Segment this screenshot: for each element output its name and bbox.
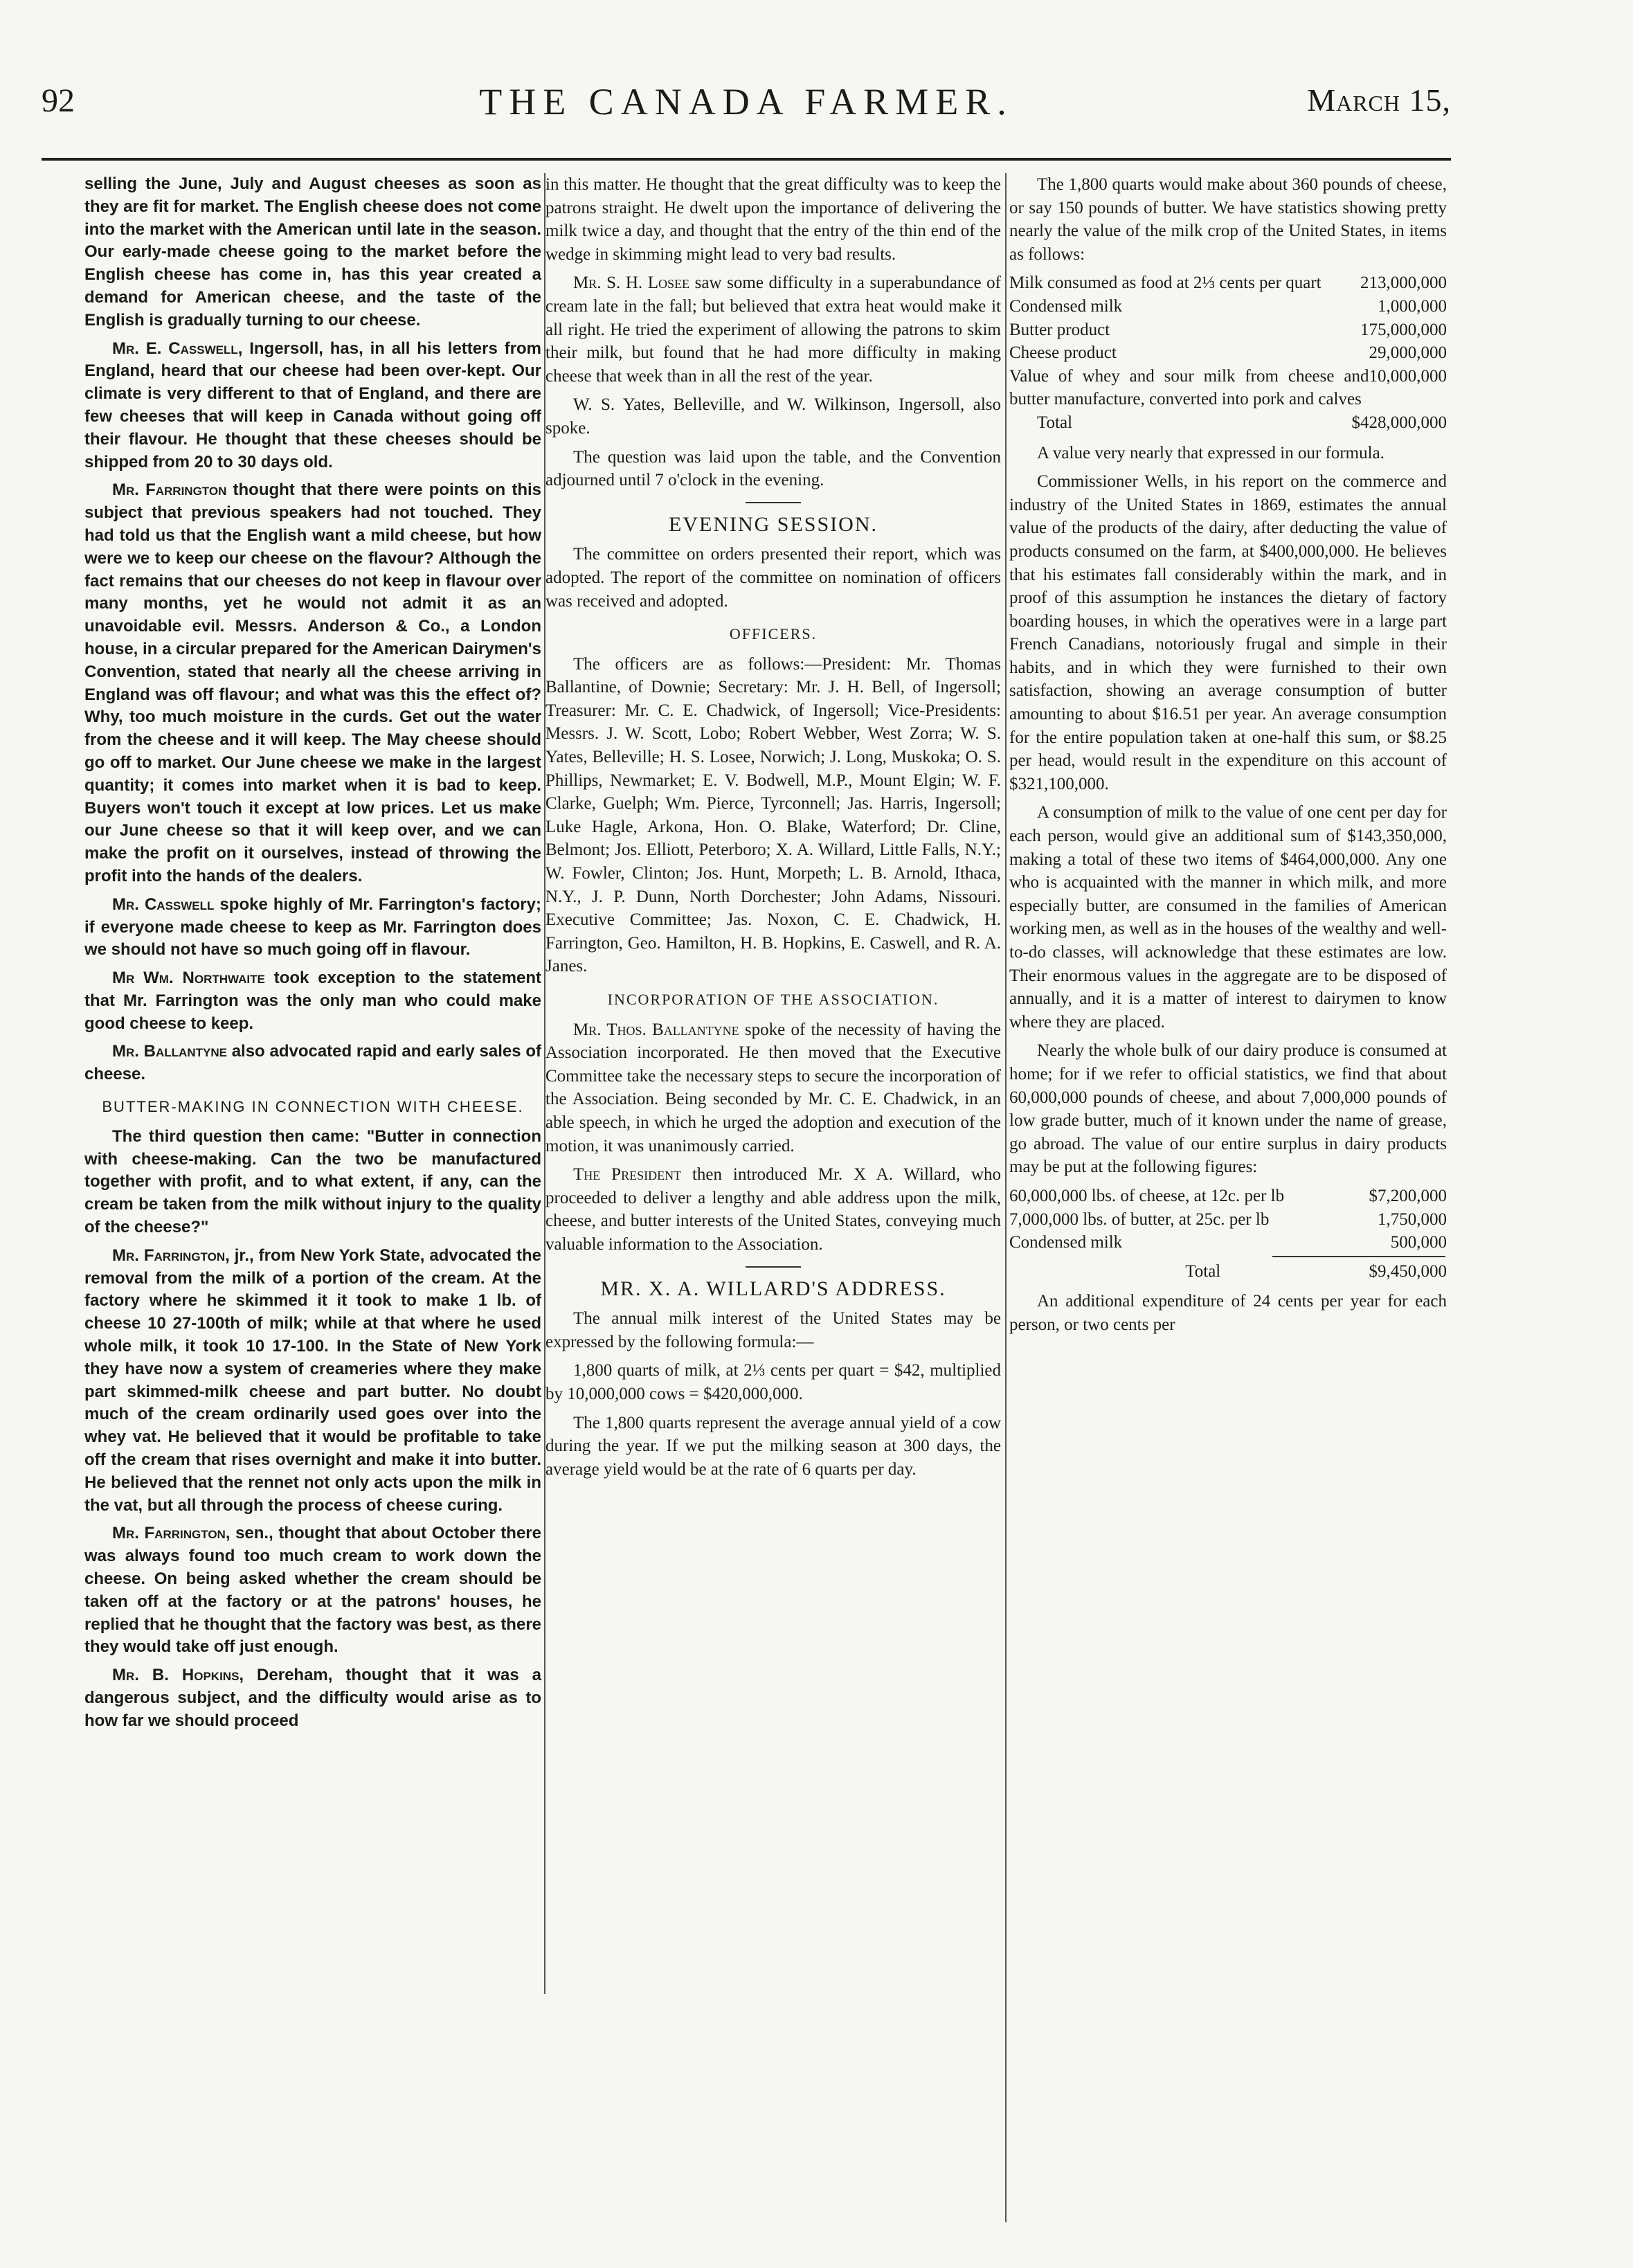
paragraph: The annual milk interest of the United States may be expressed by the following formula:— (545, 1309, 1001, 1351)
speaker-name: The President (573, 1165, 682, 1185)
speaker-name: Mr. Farrington (112, 480, 227, 500)
paragraph-text: then introduced Mr. X A. Willard, who proceeded to deliver a lengthy and able address upon the milk, cheese, and butter interests of the United States, conveying much valuable information to the Association. (545, 1165, 1001, 1254)
table-label: Cheese product (1009, 343, 1117, 363)
paragraph-text: took exception to the statement that Mr. Farrington was the only man who could make good cheese to keep. (84, 969, 541, 1033)
paragraph-text: Dereham, thought that it was a dangerous subject, and the difficulty would arise as to how far we should proceed (84, 1666, 541, 1730)
table-row (1009, 271, 1447, 295)
paragraph: The officers are as follows:—President: Mr. Thomas Ballantine, of Downie; Secretary: Mr. J. H. Bell, of Ingersoll; Treasurer: Mr. C. E. Chadwick, of Ingersoll; Vice-Presidents: Messrs. J. W. Scott, Lobo; Robert Webber, West Zorra; W. S. Yates, Belleville; H. S. Losee, Norwich; J. Long, Muskoka; O. S. Phillips, Newmarket; E. V. Bodwell, M.P., Mount Elgin; W. F. Clarke, Guelph; Wm. Pierce, Tyrconnell; Jas. Harris, Ingersoll; Luke Hagle, Arkona, Hon. O. Blake, Waterford; Dr. Cline, Belmont; Jos. Elliott, Peterboro; X. A. Willard, Little Falls, N.Y.; W. Fowler, Clinton; Jos. Hunt, Morpeth; L. B. Arnold, Ithaca, N.Y., J. P. Dunn, North Dorchester; John Adams, Nissouri. Executive Committee; Jas. Noxon, C. E. Chadwick, H. Farrington, Geo. Hamilton, H. B. Hopkins, E. Caswell, and R. A. Janes. (545, 654, 1001, 976)
issue-date: March 15, (1307, 82, 1451, 118)
table-label: Butter product (1009, 320, 1110, 339)
table-label: Value of whey and sour milk from cheese and butter manufacture, converted into pork and calves (1009, 366, 1369, 409)
table-value: 500,000 (1390, 1233, 1447, 1252)
paragraph-text: jr., from New York State, advocated the removal from the milk of a portion of the cream. At the factory where he skimmed it it took to make 1 lb. of cheese 10 27-100th of milk; while at that where he used whole milk, it took 10 17-100. In the State of New York they have now a system of creameries where they make part skimmed-milk cheese and part butter. No doubt much of the cream ordinarily used goes over into the whey vat. He believed that it would be profitable to take off the cream that rises overnight and make it into butter. He believed that the rennet not only acts upon the milk in the vat, but all through the process of cheese curing. (84, 1245, 541, 1515)
speaker-name: Mr. Farrington, (112, 1524, 231, 1543)
section-heading: MR. X. A. WILLARD'S ADDRESS. (600, 1277, 946, 1300)
paragraph: The question was laid upon the table, and the Convention adjourned until 7 o'clock in the evening. (545, 447, 1001, 490)
table-row (1009, 295, 1447, 318)
column-1 (84, 173, 541, 1738)
speaker-name: Mr. Casswell (112, 894, 215, 914)
paragraph (84, 967, 541, 1035)
table-row (1009, 365, 1447, 411)
subheading: INCORPORATION OF THE ASSOCIATION. (607, 991, 939, 1008)
paragraph: The 1,800 quarts would make about 360 pounds of cheese, or say 150 pounds of butter. We have statistics showing pretty nearly the value of the milk crop of the United States, in items as follows: (1009, 175, 1447, 264)
speaker-name: Mr. S. H. Losee (573, 273, 690, 293)
speaker-name: Mr. Farrington, (112, 1245, 230, 1265)
table-row (1009, 1231, 1447, 1254)
table-total-row (1009, 411, 1447, 435)
paragraph (545, 1018, 1001, 1158)
table-row (1009, 1208, 1447, 1232)
masthead: THE CANADA FARMER. (479, 81, 1013, 123)
speaker-name: Mr. Thos. Ballantyne (573, 1020, 739, 1039)
table-value: $7,200,000 (1369, 1186, 1447, 1205)
section-rule (746, 502, 801, 503)
surplus-table (1009, 1185, 1447, 1283)
table-value: 213,000,000 (1360, 273, 1447, 293)
paragraph-text: spoke of the necessity of having the Association incorporated. He then moved that the Executive Committee take the necessary steps to secure the incorporation of the Association. Being seconded by Mr. C. E. Chadwick, in an able speech, in which he urged the adoption and execution of the motion, it was unanimously carried. (545, 1020, 1001, 1155)
table-value: 10,000,000 (1369, 366, 1447, 386)
paragraph: A consumption of milk to the value of one cent per day for each person, would give an additional sum of $143,350,000, making a total of these two items of $464,000,000. Any one who is acquainted with the manner in which milk, and more especially butter, are consumed in the families of American working men, as well as in the houses of the wealthy and well-to-do classes, will acknowledge that these estimates are low. Their enormous values in the aggregate are to be disposed of annually, and it is a matter of interest to dairymen to know where they are placed. (1009, 803, 1447, 1032)
paragraph: The 1,800 quarts represent the average annual yield of a cow during the year. If we put the milking season at 300 days, the average yield would be at the rate of 6 quarts per day. (545, 1413, 1001, 1479)
table-value: 1,000,000 (1378, 296, 1447, 316)
subheading: BUTTER-MAKING IN CONNECTION WITH CHEESE. (102, 1098, 524, 1116)
paragraph: The committee on orders presented their report, which was adopted. The report of the committee on nomination of officers was received and adopted. (545, 545, 1001, 611)
table-label: Total (1037, 413, 1073, 432)
column-3 (1009, 173, 1447, 1342)
page-number: 92 (42, 82, 75, 119)
paragraph (84, 479, 541, 888)
section-heading: EVENING SESSION. (669, 512, 878, 536)
paragraph-text: thought that there were points on this subject that previous speakers had not touched. They had told us that the English want a mild cheese, but how were we to keep our cheese on the flavour? Although the fact remains that our cheeses do not keep in flavour over many months, yet he would not admit it as an unavoidable evil. Messrs. Anderson & Co., a London house, in a circular prepared for the American Dairymen's Convention, stated that nearly all the cheese arriving in England was off flavour; and what was this the effect of? Why, too much moisture in the curds. Get out the water from the cheese and it will keep. The May cheese should go off to market. Our June cheese we make in the largest quantity; it comes into market when it is bad to keep. Buyers won't touch it except at low prices. Let us make our June cheese so that it will keep over, and we can make the profit on it ourselves, instead of throwing the profit into the hands of the dealers. (84, 480, 541, 885)
paragraph (84, 1664, 541, 1732)
paragraph: The third question then came: "Butter in connection with cheese-making. Can the two be manufactured together with profit, and to what extent, if any, can the cream be taken from the milk without injury to the quality of the cheese?" (84, 1126, 541, 1237)
paragraph (545, 271, 1001, 388)
header-rule (42, 158, 1451, 161)
speaker-name: Mr. B. Hopkins, (112, 1666, 244, 1685)
table-row (1009, 341, 1447, 365)
table-total: $428,000,000 (1351, 413, 1447, 432)
table-total: $9,450,000 (1369, 1261, 1447, 1281)
table-row (1009, 318, 1447, 342)
paragraph (545, 1163, 1001, 1256)
paragraph (84, 1245, 541, 1518)
paragraph: An additional expenditure of 24 cents per year for each person, or two cents per (1009, 1292, 1447, 1334)
paragraph (84, 1522, 541, 1659)
milk-crop-table (1009, 271, 1447, 434)
speaker-name: Mr Wm. Northwaite (112, 969, 265, 988)
speaker-name: Mr. Ballantyne (112, 1042, 227, 1061)
paragraph: in this matter. He thought that the great difficulty was to keep the patrons straight. He dwelt upon the importance of delivering the milk twice a day, and thought that the entry of the thin end of the wedge in skimming might lead to very bad results. (545, 175, 1001, 264)
table-value: 1,750,000 (1378, 1209, 1447, 1229)
table-label: 7,000,000 lbs. of butter, at 25c. per lb (1009, 1209, 1270, 1229)
paragraph-text: Ingersoll, has, in all his letters from England, heard that our cheese had been over-kept. Our climate is very different to that of England, and there are few cheeses that will keep in Canada without going off their flavour. He thought that these cheeses should be shipped from 20 to 30 days old. (84, 339, 541, 471)
paragraph: 1,800 quarts of milk, at 2⅓ cents per quart = $42, multiplied by 10,000,000 cows = $420,000,000. (545, 1361, 1001, 1403)
total-rule (1272, 1256, 1445, 1257)
table-label: Total (1185, 1261, 1221, 1281)
paragraph: W. S. Yates, Belleville, and W. Wilkinson, Ingersoll, also spoke. (545, 395, 1001, 438)
table-label: Condensed milk (1009, 1233, 1123, 1252)
paragraph: Nearly the whole bulk of our dairy produce is consumed at home; for if we refer to official statistics, we find that about 60,000,000 pounds of cheese, and about 7,000,000 pounds of low grade butter, much of it known under the name of grease, go abroad. The value of our entire surplus in dairy products may be put at the following figures: (1009, 1041, 1447, 1177)
section-rule (746, 1266, 801, 1268)
paragraph-text: saw some difficulty in a superabundance of cream late in the fall; but believed that extra heat would make it all right. He tried the experiment of allowing the patrons to skim their milk, but found that he had more difficulty in making cheese that week than in all the rest of the year. (545, 273, 1001, 386)
paragraph: Commissioner Wells, in his report on the commerce and industry of the United States in 1869, estimates the annual value of the products of the dairy, after deducting the value of products consumed on the farm, at $400,000,000. He believes that his estimates fall considerably within the mark, and in proof of this assumption he instances the dietary of factory boarding houses, in which the operatives were in a large part French Canadians, notoriously frugal and simple in their habits, and in which they were furnished to their own satisfaction, showing an average consumption of butter amounting to about $16.51 per year. An average consumption for the entire population taken at one-half this sum, or $8.25 per head, would result in the expenditure on this account of $321,100,000. (1009, 472, 1447, 793)
paragraph (84, 894, 541, 962)
page-header (42, 82, 1451, 144)
subheading: OFFICERS. (729, 625, 818, 643)
paragraph (84, 338, 541, 474)
speaker-name: Mr. E. Casswell, (112, 339, 243, 358)
table-label: 60,000,000 lbs. of cheese, at 12c. per lb (1009, 1186, 1285, 1205)
paragraph: selling the June, July and August cheeses as soon as they are fit for market. The English cheese does not come into the market with the American until late in the season. Our early-made cheese going to the market before the English cheese has come in, has this year created a demand for American cheese, and the taste of the English is gradually turning to our cheese. (84, 174, 541, 330)
table-total-row (1009, 1260, 1447, 1284)
paragraph-text: also advocated rapid and early sales of cheese. (84, 1042, 542, 1084)
table-value: 175,000,000 (1360, 320, 1447, 339)
column-divider (1005, 173, 1007, 2222)
table-row (1009, 1185, 1447, 1208)
paragraph (84, 1041, 541, 1086)
table-label: Milk consumed as food at 2⅓ cents per quart (1009, 273, 1321, 293)
table-value: 29,000,000 (1369, 343, 1447, 363)
paragraph: A value very nearly that expressed in our formula. (1037, 443, 1384, 462)
column-2 (545, 173, 1001, 1486)
paragraph-text: sen., thought that about October there was always found too much cream to work down the cheese. On being asked whether the cream should be taken off at the factory or at the patrons' houses, he replied that he thought that the factory was best, as there they would take off just enough. (84, 1524, 541, 1657)
table-label: Condensed milk (1009, 296, 1123, 316)
paragraph-text: spoke highly of Mr. Farrington's factory; if everyone made cheese to keep as Mr. Farrington does we should not have so much going off in flavour. (84, 894, 541, 960)
